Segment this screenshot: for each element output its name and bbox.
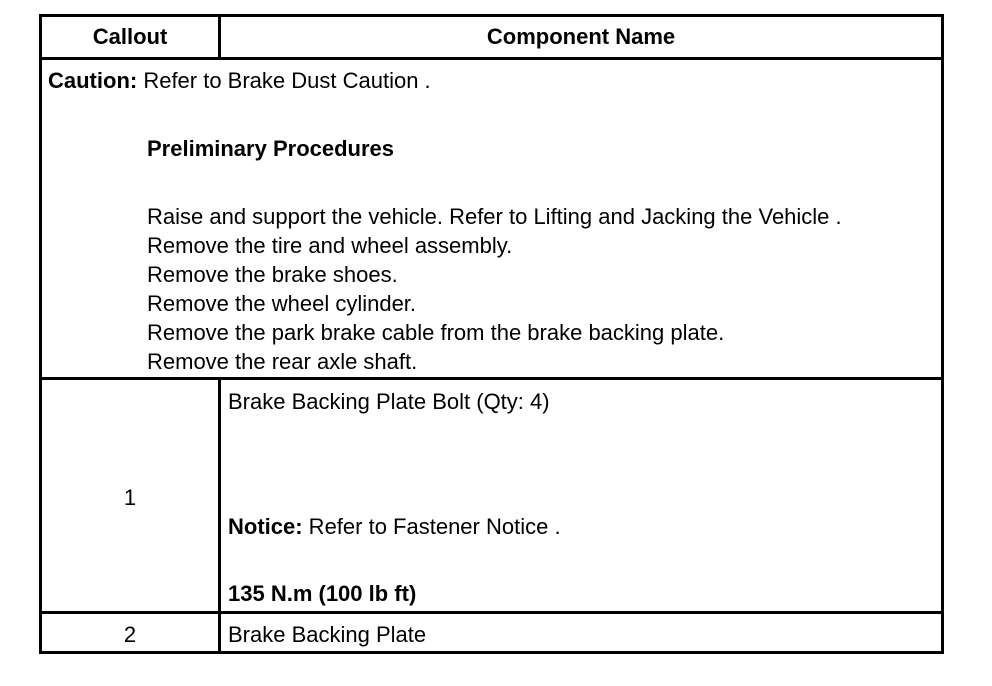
- procedures-divider: [42, 377, 941, 380]
- row-1-callout: 1: [123, 485, 137, 510]
- row-1-component: Brake Backing Plate Bolt (Qty: 4): [228, 389, 550, 414]
- step-3: Remove the brake shoes.: [147, 262, 398, 287]
- step-1: Raise and support the vehicle. Refer to Lifting and Jacking the Vehicle .: [147, 204, 842, 229]
- caution-label: Caution:: [48, 68, 138, 93]
- preliminary-heading: Preliminary Procedures: [147, 136, 395, 161]
- step-2: Remove the tire and wheel assembly.: [147, 233, 513, 258]
- row-1-torque: 135 N.m (100 lb ft): [228, 581, 417, 606]
- notice-text: Refer to Fastener Notice .: [302, 514, 561, 539]
- row-2-component: Brake Backing Plate: [228, 622, 427, 647]
- header-divider: [42, 57, 941, 60]
- component-table: [39, 14, 944, 654]
- step-5: Remove the park brake cable from the brake backing plate.: [147, 320, 725, 345]
- notice-label: Notice:: [228, 514, 303, 539]
- row-2-callout: 2: [123, 622, 137, 647]
- caution-text: Refer to Brake Dust Caution .: [137, 68, 431, 93]
- header-component-name: Component Name: [486, 24, 676, 49]
- row-divider: [42, 611, 941, 614]
- step-6: Remove the rear axle shaft.: [147, 349, 418, 374]
- rows-column-divider: [218, 377, 221, 651]
- header-callout: Callout: [92, 24, 168, 49]
- step-4: Remove the wheel cylinder.: [147, 291, 417, 316]
- caution-line: [48, 66, 431, 95]
- row-1-notice: [228, 512, 561, 541]
